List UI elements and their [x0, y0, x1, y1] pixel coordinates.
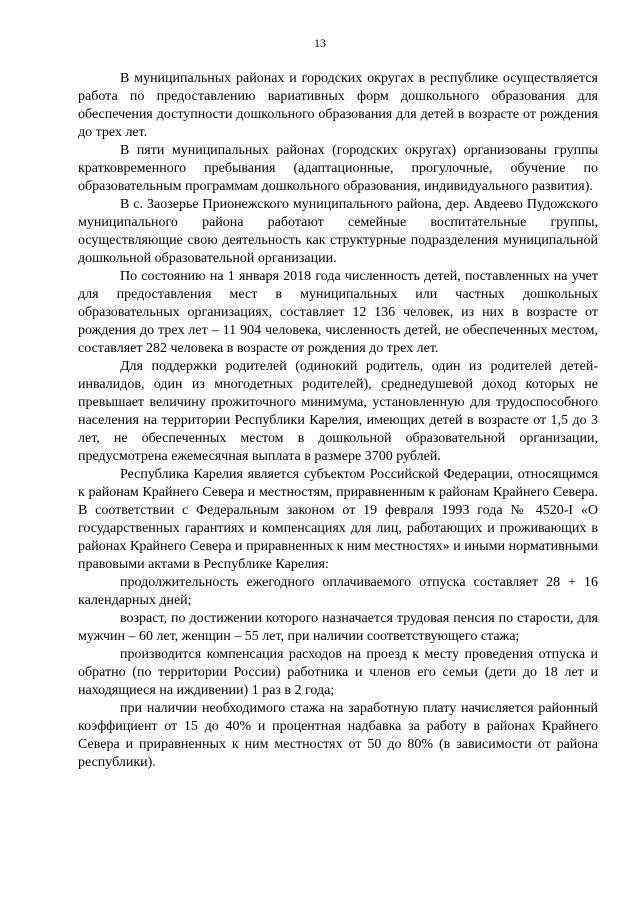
list-item-wage-coefficient: при наличии необходимого стажа на заработную плату начисляется районный коэффициент от 15 до 40% и процентная надбавка за работу в районах Крайнего Севера и приравненных к ним местностях от 50 до 80% (в зависимости от района республики). — [78, 701, 598, 770]
document-body — [78, 70, 598, 772]
paragraph-6: Республика Карелия является субъектом Российской Федерации, относящимся к районам Крайнего Севера и местностям, приравненным к районам Крайнего Севера. В соответствии с Федеральным законом от 19 февраля 1993 года № 4520-I «О государственных гарантиях и компенсациях для лиц, работающих и проживающих в районах Крайнего Севера и приравненных к ним местностях» и иными нормативными правовыми актами в Республике Карелия: — [78, 467, 598, 572]
paragraph-5: Для поддержки родителей (одинокий родитель, один из родителей детей-инвалидов, один из многодетных родителей), среднедушевой доход которых не превышает величину прожиточного минимума, установленную для трудоспособного населения на территории Республики Карелия, имеющих детей в возрасте от 1,5 до 3 лет, не обеспеченных местом в дошкольной образовательной организации, предусмотрена ежемесячная выплата в размере 3700 рублей. — [78, 359, 598, 464]
paragraph-4: По состоянию на 1 января 2018 года численность детей, поставленных на учет для предоставления мест в муниципальных или частных дошкольных образовательных организациях, составляет 12 136 человек, из них в возрасте от рождения до трех лет – 11 904 человека, численность детей, не обеспеченных местом, составляет 282 человека в возрасте от рождения до трех лет. — [78, 269, 598, 356]
paragraph-1: В муниципальных районах и городских округах в республике осуществляется работа по предоставлению вариативных форм дошкольного образования для обеспечения доступности дошкольного образования для детей в возрасте от рождения до трех лет. — [78, 71, 598, 140]
list-item-pension-age: возраст, по достижении которого назначается трудовая пенсия по старости, для мужчин – 60 лет, женщин – 55 лет, при наличии соответствующего стажа; — [78, 611, 598, 644]
page-number: 13 — [314, 36, 326, 50]
list-item-vacation: продолжительность ежегодного оплачиваемого отпуска составляет 28 + 16 календарных дней; — [78, 575, 598, 608]
paragraph-3: В с. Заозерье Прионежского муниципального района, дер. Авдеево Пудожского муниципального района работают семейные воспитательные группы, осуществляющие свою деятельность как структурные подразделения муниципальной дошкольной образовательной организации. — [78, 197, 598, 266]
list-item-travel-compensation: производится компенсация расходов на проезд к месту проведения отпуска и обратно (по территории России) работника и членов его семьи (дети до 18 лет и находящиеся на иждивении) 1 раз в 2 года; — [78, 647, 598, 698]
paragraph-2: В пяти муниципальных районах (городских округах) организованы группы кратковременного пребывания (адаптационные, прогулочные, обучение по образовательным программам дошкольного образования, индивидуального развития). — [78, 143, 598, 194]
